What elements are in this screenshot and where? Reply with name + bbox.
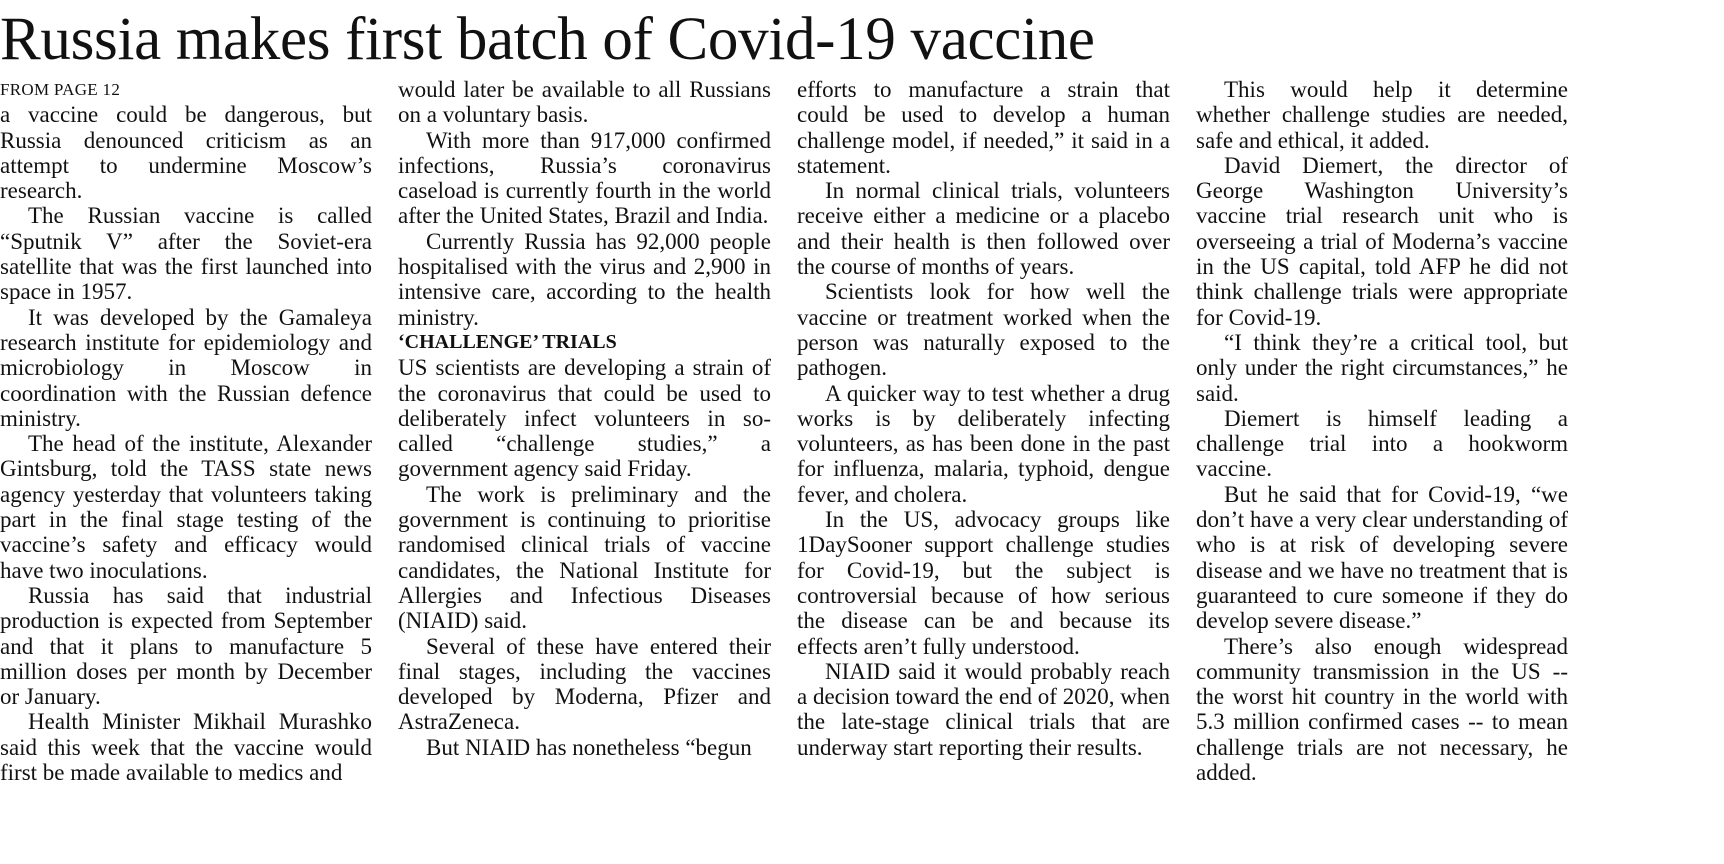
article-paragraph: With more than 917,000 confirmed infections, Russia’s coronavirus caseload is currently fourth in the world after the United States, Brazil and India. xyxy=(398,127,771,229)
article-paragraph: There’s also enough widespread community transmission in the US -- the worst hit country in the world with 5.3 million confirmed cases -- to mean challenge trials are not necessary, he added. xyxy=(1196,633,1568,786)
article-paragraph: NIAID said it would probably reach a decision toward the end of 2020, when the late-stage clinical trials that are underway start reporting their results. xyxy=(797,658,1170,760)
headline: Russia makes first batch of Covid-19 vaccine xyxy=(0,6,1095,73)
article-paragraph: Scientists look for how well the vaccine or treatment worked when the person was naturally exposed to the pathogen. xyxy=(797,279,1170,381)
article-paragraph: efforts to manufacture a strain that could be used to develop a human challenge model, if needed,” it said in a statement. xyxy=(797,77,1170,178)
article-paragraph: Several of these have entered their final stages, including the vaccines developed by Moderna, Pfizer and AstraZeneca. xyxy=(398,633,771,735)
article-paragraph: The work is preliminary and the government is continuing to prioritise randomised clinical trials of vaccine candidates, the National Institute for Allergies and Infectious Diseases (NIAID) said. xyxy=(398,481,771,634)
article-paragraph: US scientists are developing a strain of the coronavirus that could be used to deliberately infect volunteers in so-called “challenge studies,” a government agency said Friday. xyxy=(398,355,771,482)
article-paragraph: Currently Russia has 92,000 people hospitalised with the virus and 2,900 in intensive care, according to the health ministry. xyxy=(398,228,771,330)
article-column-2 xyxy=(398,77,771,857)
article-paragraph: a vaccine could be dangerous, but Russia denounced criticism as an attempt to undermine Moscow’s research. xyxy=(0,102,372,204)
article-paragraph: A quicker way to test whether a drug works is by deliberately infecting volunteers, as has been done in the past for influenza, malaria, typhoid, dengue fever, and cholera. xyxy=(797,380,1170,507)
article-paragraph: Diemert is himself leading a challenge trial into a hookworm vaccine. xyxy=(1196,405,1568,482)
article-paragraph: Russia has said that industrial production is expected from September and that it plans to manufacture 5 million doses per month by December or January. xyxy=(0,582,372,710)
continuation-label: FROM PAGE 12 xyxy=(0,80,121,99)
article-paragraph: In the US, advocacy groups like 1DaySooner support challenge studies for Covid-19, but the subject is controversial because of how serious the disease can be and because its effects aren’t fully understood. xyxy=(797,507,1170,659)
article-paragraph: But he said that for Covid-19, “we don’t have a very clear understanding of who is at risk of developing severe disease and we have no treatment that is guaranteed to cure someone if they do develop severe disease.” xyxy=(1196,481,1568,634)
article-paragraph: The head of the institute, Alexander Gintsburg, told the TASS state news agency yesterday that volunteers taking part in the final stage testing of the vaccine’s safety and efficacy would have two inoculations. xyxy=(0,431,372,583)
article-paragraph: Health Minister Mikhail Murashko said this week that the vaccine would first be made available to medics and xyxy=(0,709,372,786)
article-column-3 xyxy=(797,77,1170,857)
article-paragraph: This would help it determine whether challenge studies are needed, safe and ethical, it added. xyxy=(1196,77,1568,153)
article-paragraph: would later be available to all Russians on a voluntary basis. xyxy=(398,77,771,128)
article-paragraph: It was developed by the Gamaleya research institute for epidemiology and microbiology in Moscow in coordination with the Russian defence ministry. xyxy=(0,304,372,431)
article-paragraph: But NIAID has nonetheless “begun xyxy=(426,734,752,760)
article-column-1 xyxy=(0,77,372,857)
article-paragraph: David Diemert, the director of George Washington University’s vaccine trial research unit who is overseeing a trial of Moderna’s vaccine in the US capital, told AFP he did not think challenge trials were appropriate for Covid-19. xyxy=(1196,152,1568,330)
article-paragraph: The Russian vaccine is called “Sputnik V” after the Soviet-era satellite that was the first launched into space in 1957. xyxy=(0,203,372,305)
article-column-4 xyxy=(1196,77,1568,857)
section-subhead: ‘CHALLENGE’ TRIALS xyxy=(398,330,617,353)
article-paragraph: “I think they’re a critical tool, but only under the right circumstances,” he said. xyxy=(1196,329,1568,406)
article-paragraph: In normal clinical trials, volunteers receive either a medicine or a placebo and their health is then followed over the course of months of years. xyxy=(797,178,1170,280)
